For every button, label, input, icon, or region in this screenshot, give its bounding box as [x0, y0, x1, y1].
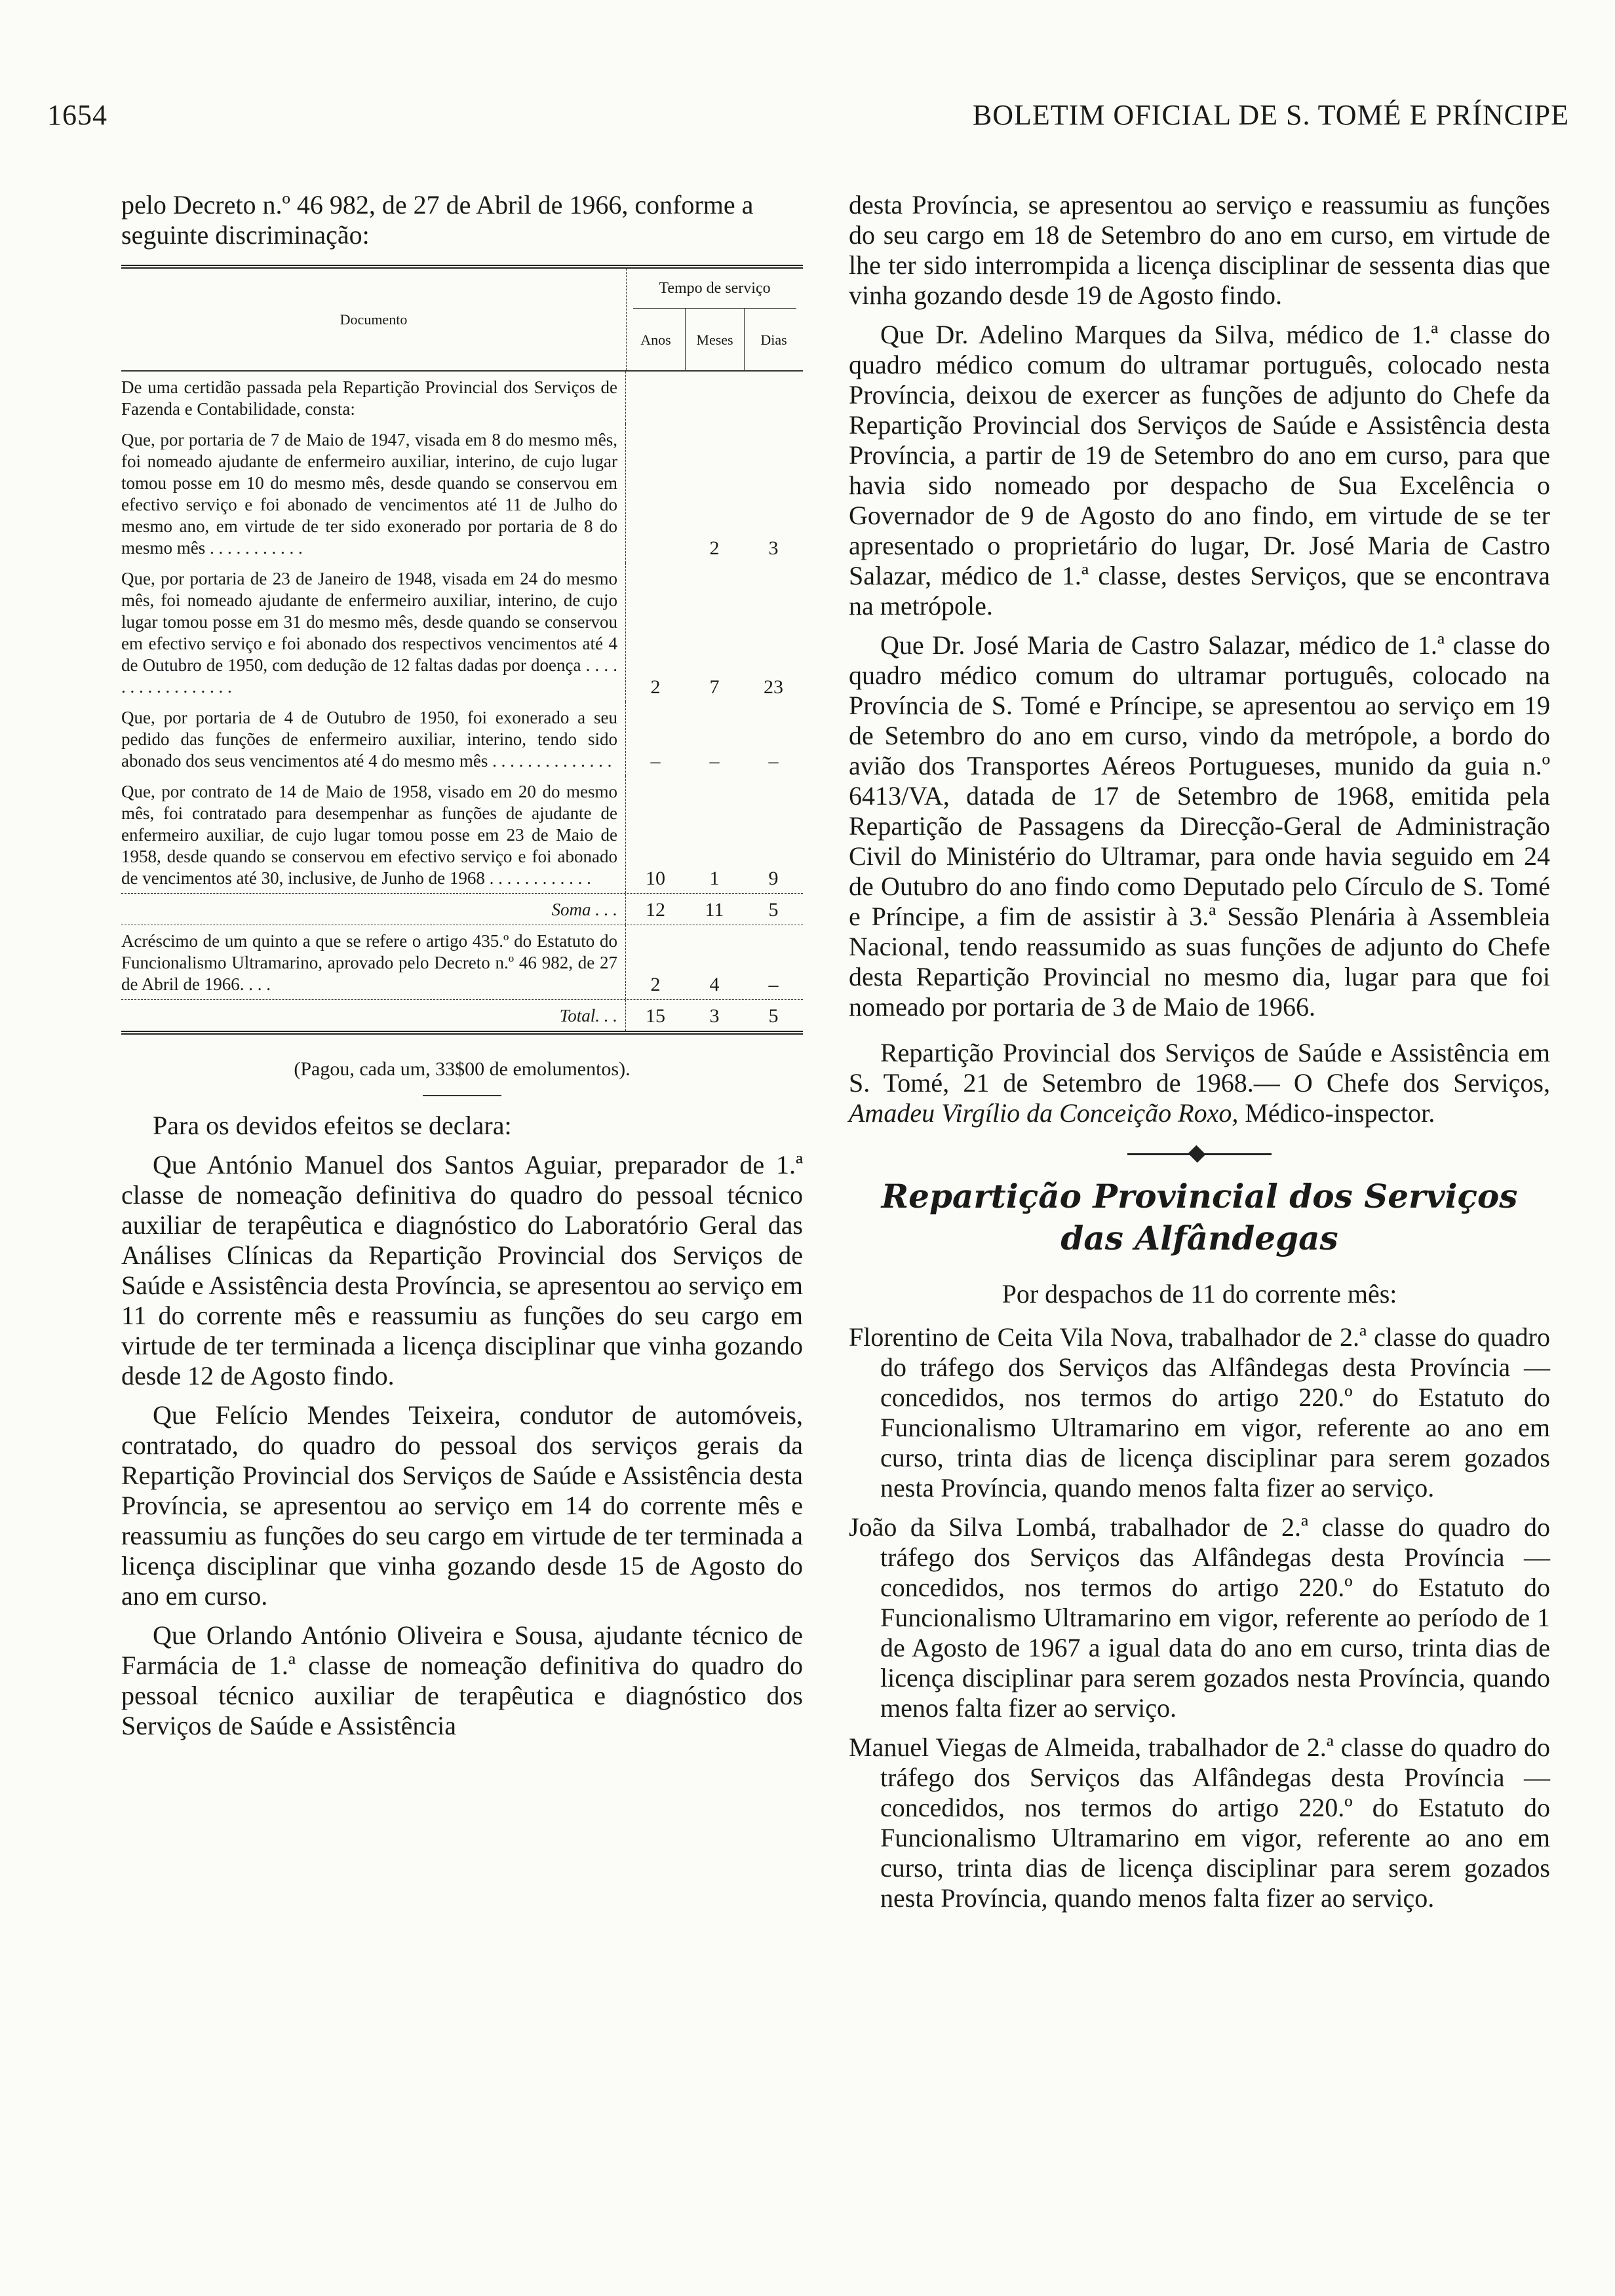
header-subcolumns — [627, 309, 803, 370]
page-number: 1654 — [47, 99, 107, 131]
row-dias: 3 — [768, 537, 779, 559]
row-meses: 2 — [709, 537, 720, 559]
page-header — [47, 98, 1569, 138]
table-row — [121, 563, 803, 702]
row-anos: 2 — [650, 676, 661, 698]
row-values — [626, 702, 803, 776]
row-values — [626, 424, 803, 563]
signature-lead: Repartição Provincial dos Serviços de Saúde e Assistência em S. Tomé, 21 de Setembro de 1968.— O Chefe dos Serviços, — [849, 1038, 1550, 1098]
acrescimo-values — [626, 925, 803, 999]
soma-label: Soma . . . — [121, 894, 626, 925]
paragraph: Que Felício Mendes Teixeira, condutor de automóveis, contratado, do quadro do pessoal dos serviços gerais da Repartição Provincial dos Serviços de Saúde e Assistência desta Província, se apresentou ao serviço em 14 do corrente mês e reassumiu as funções do seu cargo em virtude de ter terminada a licença disciplinar que vinha gozando desde 15 de Agosto do ano em curso. — [121, 1400, 803, 1611]
table-row — [121, 776, 803, 893]
header-meses: Meses — [685, 309, 744, 370]
declara-heading: Para os devidos efeitos se declara: — [153, 1111, 512, 1140]
row-meses: 7 — [709, 676, 720, 698]
row-values — [626, 372, 803, 424]
entry: Florentino de Ceita Vila Nova, trabalhador de 2.ª classe do quadro do tráfego dos Serviços das Alfândegas desta Província — concedidos, nos termos do artigo 220.º do Estatuto do Funcionalismo Ultramarino em vigor, referente ao ano em curso, trinta dias de licença disciplinar para serem gozados nesta Província, quando menos falta fizer ao serviço. — [849, 1322, 1550, 1502]
paragraph: Que Orlando António Oliveira e Sousa, ajudante técnico de Farmácia de 1.ª classe de nomeação definitiva do quadro do pessoal técnico auxiliar de terapêutica e diagnóstico dos Serviços de Saúde e Assistência — [121, 1620, 803, 1740]
table-row-acrescimo — [121, 925, 803, 999]
row-meses: 1 — [709, 868, 720, 889]
header-documento: Documento — [121, 269, 627, 370]
table-row-soma — [121, 893, 803, 925]
paragraph: Que António Manuel dos Santos Aguiar, preparador de 1.ª classe de nomeação definitiva do quadro do pessoal técnico auxiliar de terapêutica e diagnóstico do Laboratório Geral das Análises Clínicas da Repartição Provincial dos Serviços de Saúde e Assistência desta Província, se apresentou ao serviço em 11 do corrente mês e reassumiu as funções do seu cargo em virtude de ter terminada a licença disciplinar que vinha gozando desde 12 de Agosto findo. — [121, 1150, 803, 1390]
table-row — [121, 424, 803, 563]
total-meses: 3 — [709, 1005, 720, 1027]
signature-block — [849, 1038, 1550, 1128]
ornament-divider — [1127, 1152, 1272, 1156]
row-meses: – — [709, 750, 720, 772]
row-doc: De uma certidão passada pela Repartição Provincial dos Serviços de Fazenda e Contabilidade, consta: — [121, 372, 626, 424]
paragraph: Que Dr. José Maria de Castro Salazar, médico de 1.ª classe do quadro médico comum do ultramar português, colocado na Província de S. Tomé e Príncipe, se apresentou ao serviço em 19 de Setembro do ano em curso, vindo da metrópole, a bordo do avião dos Transportes Aéreos Portugueses, munido da guia n.º 6413/VA, datada de 17 de Setembro de 1968, emitida pela Repartição de Passagens da Direcção-Geral de Administração Civil do Ministério do Ultramar, para onde havia seguido em 24 de Outubro do ano findo como Deputado pelo Círculo de S. Tomé e Príncipe, a fim de assistir à 3.ª Sessão Plenária à Assembleia Nacional, tendo reassumido as suas funções de adjunto do Chefe desta Repartição Provincial no mesmo dia, lugar para que foi nomeado por portaria de 3 de Maio de 1966. — [849, 630, 1550, 1022]
row-values — [626, 563, 803, 702]
row-anos: 10 — [646, 868, 665, 889]
paragraph: desta Província, se apresentou ao serviço e reassumiu as funções do seu cargo em 18 de Setembro do ano em curso, em virtude de lhe ter sido interrompida a licença disciplinar de sessenta dias que vinha gozando desde 19 de Agosto findo. — [849, 190, 1550, 310]
row-doc: Que, por portaria de 4 de Outubro de 1950, foi exonerado a seu pedido das funções de enfermeiro auxiliar, interino, tendo sido abonado dos seus vencimentos até 4 do mesmo mês . . . . . . . . . . . . . . — [121, 702, 626, 776]
despachos-heading: Por despachos de 11 do corrente mês: — [1002, 1279, 1397, 1309]
section-title — [849, 1176, 1550, 1259]
row-values — [626, 776, 803, 893]
acrescimo-text: Acréscimo de um quinto a que se refere o artigo 435.º do Estatuto do Funcionalismo Ultramarino, aprovado pelo Decreto n.º 46 982, de 27 de Abril de 1966. . . . — [121, 925, 626, 999]
emolument-note: (Pagou, cada um, 33$00 de emolumentos). — [294, 1058, 631, 1080]
row-doc: Que, por contrato de 14 de Maio de 1958, visado em 20 do mesmo mês, foi contratado para desempenhar as funções de ajudante de enfermeiro auxiliar, de cujo lugar tomou posse em 23 de Maio de 1958, desde quando se conservou em efectivo serviço e foi abonado de vencimentos até 30, inclusive, de Junho de 1968 . . . . . . . . . . . . — [121, 776, 626, 893]
table-header — [121, 269, 803, 372]
header-tempo: Tempo de serviço — [633, 269, 796, 309]
soma-dias: 5 — [768, 899, 779, 921]
total-values — [626, 1000, 803, 1031]
row-dias: 9 — [768, 868, 779, 889]
service-time-table — [121, 265, 803, 1035]
soma-values — [626, 894, 803, 925]
entry: João da Silva Lombá, trabalhador de 2.ª classe do quadro do tráfego dos Serviços das Alfândegas desta Província — concedidos, nos termos do artigo 220.º do Estatuto do Funcionalismo Ultramarino em vigor, referente ao período de 1 de Agosto de 1967 a igual data do ano em curso, trinta dias de licença disciplinar para serem gozados nesta Província, quando menos falta fizer ao serviço. — [849, 1512, 1550, 1723]
row-dias: 23 — [764, 676, 783, 698]
table-row-total — [121, 999, 803, 1031]
left-column — [121, 190, 803, 1741]
total-anos: 15 — [646, 1005, 665, 1027]
acrescimo-dias: – — [768, 974, 779, 995]
right-column — [849, 190, 1550, 1913]
header-dias: Dias — [744, 309, 803, 370]
row-anos: – — [650, 750, 661, 772]
acrescimo-anos: 2 — [650, 974, 661, 995]
publication-title: BOLETIM OFICIAL DE S. TOMÉ E PRÍNCIPE — [972, 99, 1569, 131]
row-doc: Que, por portaria de 7 de Maio de 1947, visada em 8 do mesmo mês, foi nomeado ajudante de enfermeiro auxiliar, interino, de cujo lugar tomou posse em 10 do mesmo mês, desde quando se conservou em efectivo serviço e foi abonado de vencimentos até 11 de Julho do mesmo ano, em virtude de ter sido exonerado por portaria de 8 do mesmo mês . . . . . . . . . . . — [121, 424, 626, 563]
table-row — [121, 702, 803, 776]
table-row — [121, 372, 803, 424]
header-tempo-group — [627, 269, 803, 370]
signature-role: Médico-inspector. — [1245, 1098, 1435, 1128]
header-anos: Anos — [640, 331, 671, 348]
soma-anos: 12 — [646, 899, 665, 921]
signature-name: Amadeu Virgílio da Conceição Roxo, — [849, 1098, 1239, 1128]
acrescimo-meses: 4 — [709, 974, 720, 995]
intro-text: pelo Decreto n.º 46 982, de 27 de Abril de 1966, conforme a seguinte discriminação: — [121, 190, 754, 250]
section-title-line2: das Alfândegas — [1060, 1219, 1338, 1257]
entry: Manuel Viegas de Almeida, trabalhador de 2.ª classe do quadro do tráfego dos Serviços das Alfândegas desta Província — concedidos, nos termos do artigo 220.º do Estatuto do Funcionalismo Ultramarino em vigor, referente ao ano em curso, trinta dias de licença disciplinar para serem gozados nesta Província, quando menos falta fizer ao serviço. — [849, 1732, 1550, 1913]
section-title-line1: Repartição Provincial dos Serviços — [881, 1177, 1518, 1215]
row-doc: Que, por portaria de 23 de Janeiro de 1948, visada em 24 do mesmo mês, foi nomeado ajudante de enfermeiro auxiliar, interino, de cujo lugar tomou posse em 31 do mesmo mês, desde quando se conservou em efectivo serviço e foi abonado dos respectivos vencimentos até 4 de Outubro de 1950, com dedução de 12 faltas dadas por doença . . . . . . . . . . . . . . . . . — [121, 563, 626, 702]
divider — [423, 1095, 501, 1096]
soma-meses: 11 — [705, 899, 724, 921]
paragraph: Que Dr. Adelino Marques da Silva, médico de 1.ª classe do quadro médico comum do ultramar português, colocado nesta Província, deixou de exercer as funções de adjunto do Chefe da Repartição Provincial dos Serviços de Saúde e Assistência desta Província, a partir de 19 de Setembro do ano em curso, para que havia sido nomeado por despacho de Sua Excelência o Governador de 9 de Agosto do ano findo, em virtude de se ter apresentado o proprietário do lugar, Dr. José Maria de Castro Salazar, médico de 1.ª classe, destes Serviços, que se encontrava na metrópole. — [849, 320, 1550, 621]
row-dias: – — [768, 750, 779, 772]
total-dias: 5 — [768, 1005, 779, 1027]
total-label: Total. . . — [121, 1000, 626, 1031]
